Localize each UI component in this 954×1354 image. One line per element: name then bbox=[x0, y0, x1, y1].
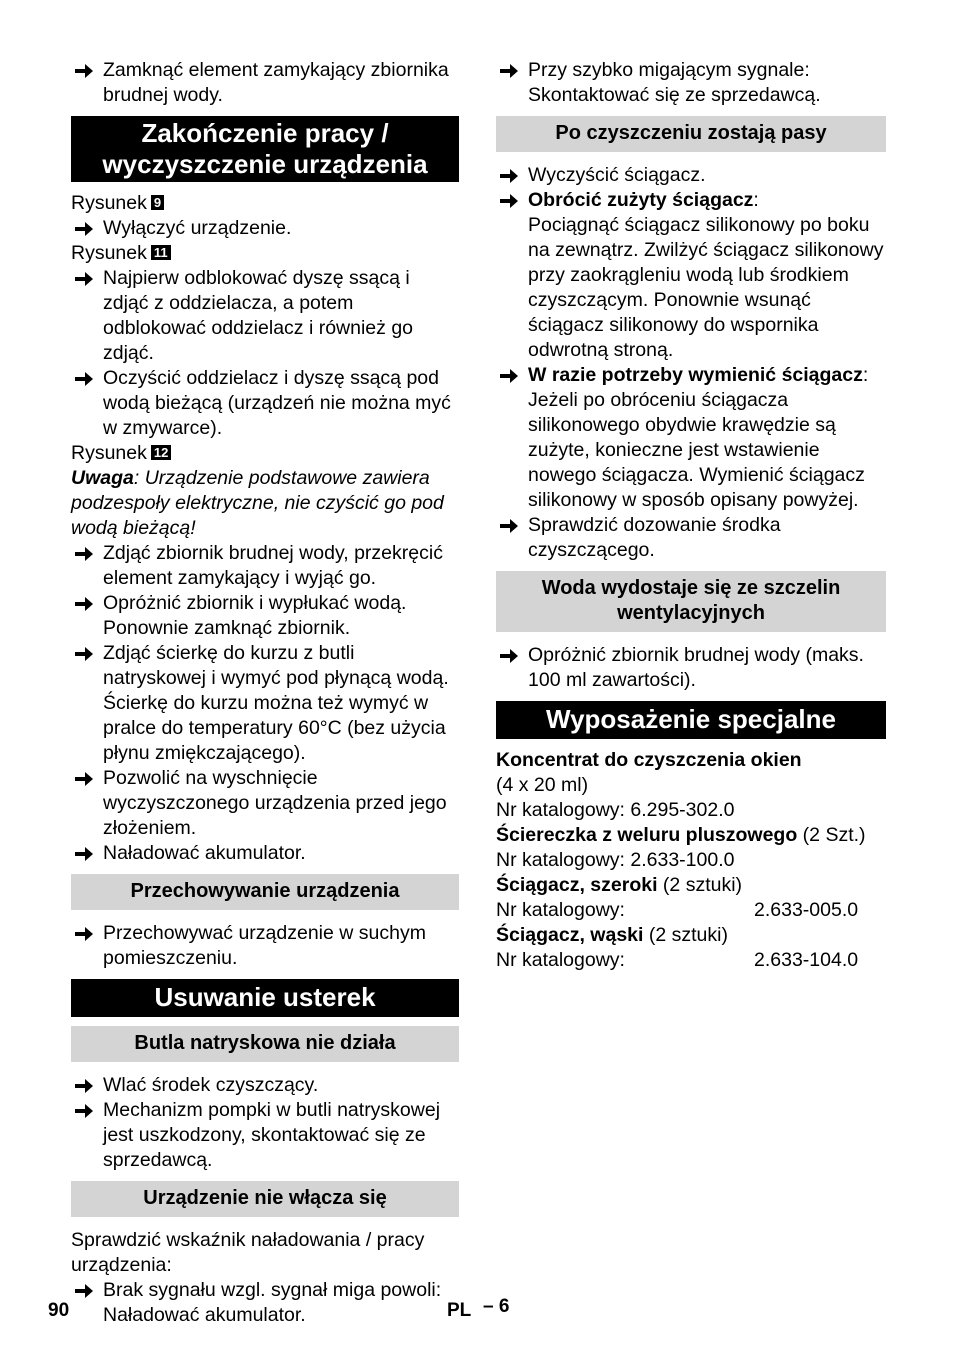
step-wipe-squeegee: Wyczyścić ściągacz. bbox=[496, 163, 886, 188]
accessory-catalog-number: Nr katalogowy: 6.295-302.0 bbox=[496, 799, 735, 821]
accessory-line bbox=[496, 923, 886, 948]
arrow-icon bbox=[500, 188, 518, 213]
heading-spray-bottle: Butla natryskowa nie działa bbox=[71, 1026, 459, 1062]
page-number: 90 bbox=[48, 1300, 70, 1321]
check-indicator-text: Sprawdzić wskaźnik naładowania / pracy urządzenia: bbox=[71, 1229, 425, 1276]
heading-accessories: Wyposażenie specjalne bbox=[496, 701, 886, 739]
arrow-icon bbox=[500, 643, 518, 668]
step-switch-off: Wyłączyć urządzenie. bbox=[71, 216, 459, 241]
accessory-catalog-row: Nr katalogowy: 2.633-104.0 bbox=[496, 949, 859, 971]
note-warning: Uwaga: Urządzenie podstawowe zawiera podzespoły elektryczne, nie czyścić go pod wodą bieżącą! bbox=[71, 467, 444, 539]
step-fast-blink: Przy szybko migającym sygnale: Skontaktować się ze sprzedawcą. bbox=[496, 58, 886, 108]
arrow-icon bbox=[75, 841, 93, 866]
arrow-icon bbox=[75, 366, 93, 391]
heading-storage: Przechowywanie urządzenia bbox=[71, 874, 459, 910]
accessory-catalog-row: Nr katalogowy: 2.633-005.0 bbox=[496, 899, 859, 921]
step-close-tank: Zamknąć element zamykający zbiornika brudnej wody. bbox=[71, 58, 459, 108]
heading-finish-cleaning: Zakończenie pracy / wyczyszczenie urządzenia bbox=[71, 116, 459, 182]
language-code: PL bbox=[447, 1300, 472, 1321]
heading-streaks: Po czyszczeniu zostają pasy bbox=[496, 116, 886, 152]
step-wash-cloth: Zdjąć ścierkę do kurzu z butli natryskowej i wymyć pod płynącą wodą. Ścierkę do kurzu można też wymyć w pralce do temperatury 60°C (bez użycia płynu zmiękczającego). bbox=[71, 641, 459, 766]
figure-ref-9: Rysunek 9 bbox=[71, 191, 459, 216]
arrow-icon bbox=[500, 58, 518, 83]
step-store-dry: Przechowywać urządzenie w suchym pomieszczeniu. bbox=[71, 921, 459, 971]
accessory-line bbox=[496, 873, 886, 898]
arrow-icon bbox=[500, 163, 518, 188]
arrow-icon bbox=[75, 541, 93, 566]
arrow-icon bbox=[75, 266, 93, 291]
accessory-quantity: (2 sztuki) bbox=[643, 924, 728, 946]
accessory-name: Ściągacz, szeroki bbox=[496, 874, 658, 896]
figure-number: 9 bbox=[151, 195, 164, 210]
accessory-name: Ściereczka z weluru pluszowego bbox=[496, 824, 798, 846]
arrow-icon bbox=[75, 641, 93, 666]
step-remove-tank: Zdjąć zbiornik brudnej wody, przekręcić element zamykający i wyjąć go. bbox=[71, 541, 459, 591]
accessory-quantity: (4 x 20 ml) bbox=[496, 774, 589, 796]
step-empty-dirty-tank: Opróżnić zbiornik brudnej wody (maks. 100 ml zawartości). bbox=[496, 643, 886, 693]
accessory-catalog-number: Nr katalogowy: 2.633-100.0 bbox=[496, 849, 735, 871]
arrow-icon bbox=[75, 921, 93, 946]
accessory-name: Ściągacz, wąski bbox=[496, 924, 644, 946]
step-empty-tank: Opróżnić zbiornik i wypłukać wodą. Ponownie zamknąć zbiornik. bbox=[71, 591, 459, 641]
heading-vents-water: Woda wydostaje się ze szczelin wentylacyjnych bbox=[496, 571, 886, 632]
step-unlock-nozzle: Najpierw odblokować dyszę ssącą i zdjąć z oddzielacza, a potem odblokować oddzielacz i również go zdjąć. bbox=[71, 266, 459, 366]
left-column bbox=[71, 58, 459, 1328]
arrow-icon bbox=[75, 216, 93, 241]
accessory-name: Koncentrat do czyszczenia okien bbox=[496, 749, 802, 771]
heading-not-starting: Urządzenie nie włącza się bbox=[71, 1181, 459, 1217]
arrow-icon bbox=[75, 591, 93, 616]
right-column bbox=[496, 58, 886, 973]
step-turn-squeegee: Obrócić zużyty ściągacz: Pociągnąć ściągacz silikonowy po boku na zewnątrz. Zwilżyć ściągacz silikonowy przy zaokrągleniu wodą lub środkiem czyszczącym. Ponownie wsunąć ściągacz silikonowy do wspornika odwrotną stroną. bbox=[496, 188, 886, 363]
heading-troubleshooting: Usuwanie usterek bbox=[71, 979, 459, 1017]
arrow-icon bbox=[75, 766, 93, 791]
figure-number: 12 bbox=[151, 445, 171, 460]
step-clean-separator: Oczyścić oddzielacz i dyszę ssącą pod wodą bieżącą (urządzeń nie można myć w zmywarce). bbox=[71, 366, 459, 441]
arrow-icon bbox=[75, 1098, 93, 1123]
figure-ref-12: Rysunek 12 bbox=[71, 441, 459, 466]
step-pump-damaged: Mechanizm pompki w butli natryskowej jest uszkodzony, skontaktować się ze sprzedawcą. bbox=[71, 1098, 459, 1173]
step-no-signal: Brak sygnału wzgl. sygnał miga powoli: Naładować akumulator. bbox=[71, 1278, 459, 1328]
step-charge-battery: Naładować akumulator. bbox=[71, 841, 459, 866]
accessory-quantity: (2 sztuki) bbox=[657, 874, 743, 896]
arrow-icon bbox=[500, 363, 518, 388]
figure-ref-11: Rysunek 11 bbox=[71, 241, 459, 266]
section-page-number: – 6 bbox=[483, 1296, 510, 1317]
arrow-icon bbox=[75, 1073, 93, 1098]
arrow-icon bbox=[75, 58, 93, 83]
figure-number: 11 bbox=[151, 245, 171, 260]
step-replace-squeegee: W razie potrzeby wymienić ściągacz: Jeżeli po obróceniu ściągacza silikonowego obydwie krawędzie są zużyte, konieczne jest wstawienie nowego ściągacza. Wymienić ściągacz silikonowy w sposób opisany powyżej. bbox=[496, 363, 886, 513]
step-let-dry: Pozwolić na wyschnięcie wyczyszczonego urządzenia przed jego złożeniem. bbox=[71, 766, 459, 841]
accessory-line bbox=[496, 823, 886, 848]
accessory-quantity: (2 Szt.) bbox=[797, 824, 866, 846]
step-fill-detergent: Wlać środek czyszczący. bbox=[71, 1073, 459, 1098]
arrow-icon bbox=[75, 1278, 93, 1303]
arrow-icon bbox=[500, 513, 518, 538]
step-check-dosage: Sprawdzić dozowanie środka czyszczącego. bbox=[496, 513, 886, 563]
